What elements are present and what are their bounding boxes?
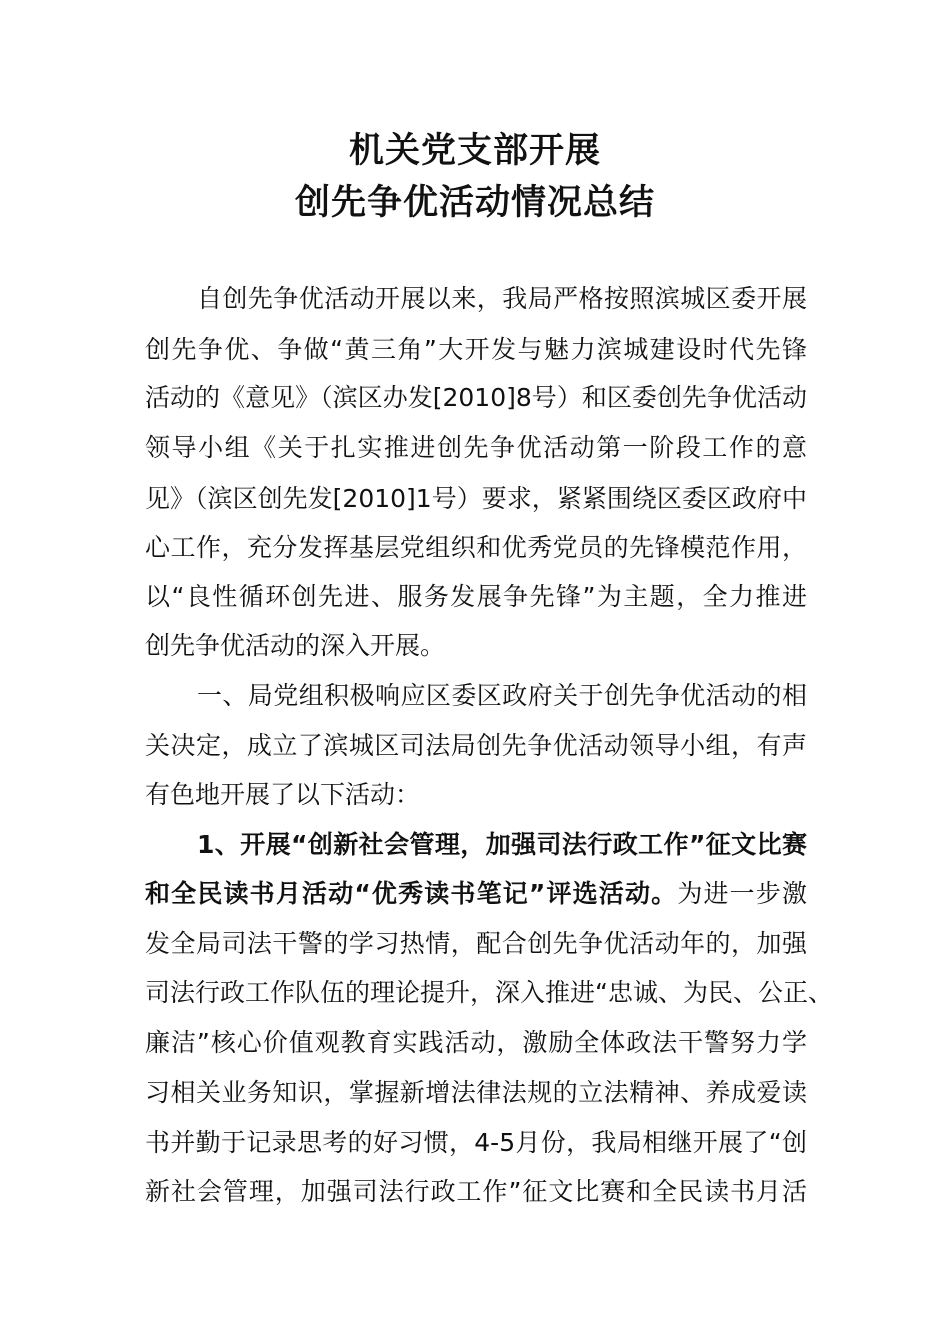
paragraph-line: 司法行政工作队伍的理论提升，深入推进“忠诚、为民、公正、	[145, 978, 833, 1007]
paragraph-line: 新社会管理，加强司法行政工作”征文比赛和全民读书月活	[145, 1177, 807, 1206]
paragraph-line: 以“良性循环创先进、服务发展争先锋”为主题，全力推进	[145, 582, 807, 611]
paragraph-line: 书并勤于记录思考的好习惯，4-5月份，我局相继开展了“创	[145, 1128, 807, 1157]
paragraph-text: 为进一步激	[677, 879, 807, 908]
mixed-heading-line	[145, 872, 807, 916]
paragraph-line: 自创先争优活动开展以来，我局严格按照滨城区委开展	[197, 284, 807, 313]
paragraph-line: 创先争优活动的深入开展。	[145, 631, 446, 660]
paragraph-line: 习相关业务知识，掌握新增法律法规的立法精神、养成爱读	[145, 1078, 807, 1107]
paragraph-line: 心工作，充分发挥基层党组织和优秀党员的先锋模范作用，	[145, 533, 807, 562]
paragraph-line: 有色地开展了以下活动：	[145, 780, 421, 809]
paragraph-line: 创先争优、争做“黄三角”大开发与魅力滨城建设时代先锋	[145, 335, 807, 364]
paragraph-line: 一、局党组积极响应区委区政府关于创先争优活动的相	[197, 681, 807, 710]
paragraph-line: 活动的《意见》（滨区办发[2010]8号）和区委创先争优活动	[145, 383, 807, 412]
document-title-line-1: 机关党支部开展	[348, 130, 601, 171]
paragraph-line: 见》（滨区创先发[2010]1号）要求，紧紧围绕区委区政府中	[145, 484, 807, 513]
section-heading-line: 1、开展“创新社会管理，加强司法行政工作”征文比赛	[197, 830, 807, 859]
section-heading-tail: 和全民读书月活动“优秀读书笔记”评选活动。	[145, 879, 678, 908]
paragraph-line: 关决定，成立了滨城区司法局创先争优活动领导小组，有声	[145, 731, 807, 760]
document-title-line-2: 创先争优活动情况总结	[294, 182, 655, 223]
paragraph-line: 领导小组《关于扎实推进创先争优活动第一阶段工作的意	[145, 433, 807, 462]
paragraph-line: 发全局司法干警的学习热情，配合创先争优活动年的，加强	[145, 929, 807, 958]
paragraph-line: 廉洁”核心价值观教育实践活动，激励全体政法干警努力学	[145, 1028, 807, 1057]
